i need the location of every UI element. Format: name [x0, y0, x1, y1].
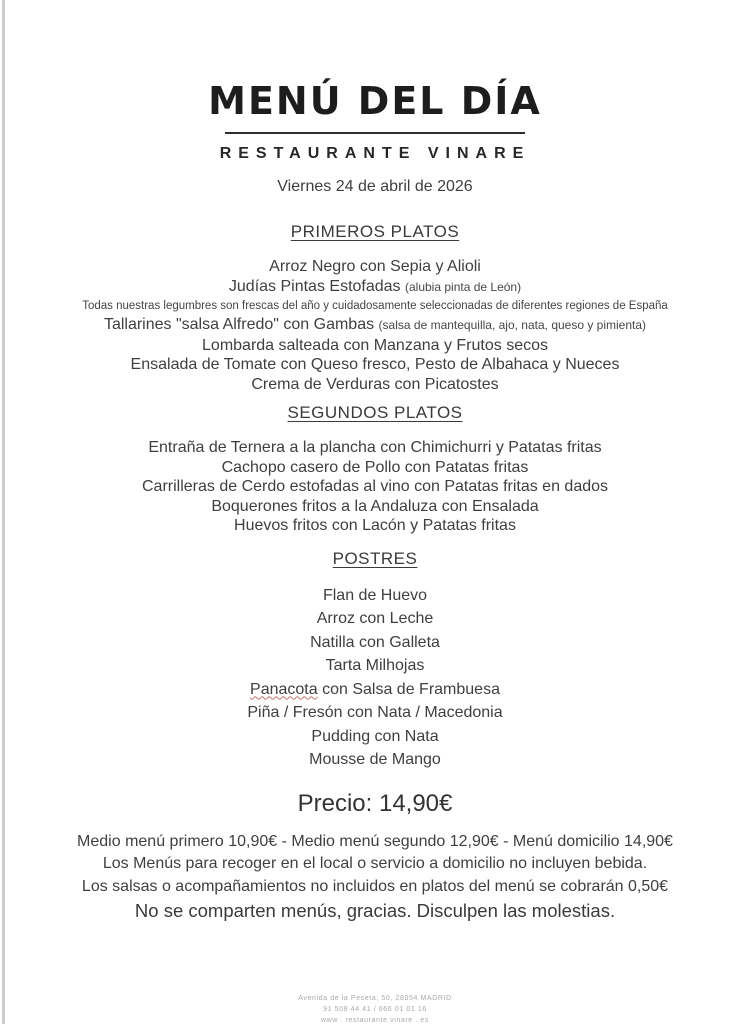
menu-item-text: Carrilleras de Cerdo estofadas al vino con Patatas fritas en dados [141, 478, 609, 495]
menu-item-text: Arroz con Leche [316, 610, 434, 627]
menu-item [0, 654, 750, 678]
menu-item-misspelled-word: Panacota [250, 680, 318, 698]
menu-price: Precio: 14,90€ [297, 789, 453, 817]
section-heading-segundos: SEGUNDOS PLATOS [287, 403, 463, 422]
menu-item [0, 458, 750, 478]
menu-item-text: Pudding con Nata [311, 727, 439, 745]
section-heading-primeros: PRIMEROS PLATOS [290, 222, 460, 241]
menu-item-text: Flan de Huevo [322, 586, 428, 604]
menu-header [0, 79, 750, 196]
menu-item-text: Cachopo casero de Pollo con Patatas fritas [221, 458, 529, 476]
section-heading-postres: POSTRES [332, 548, 418, 568]
menu-item-text: Crema de Verduras con Picatostes [251, 375, 499, 393]
menu-item [0, 607, 750, 631]
segundos-items [0, 438, 750, 536]
menu-item-text: Ensalada de Tomate con Queso fresco, Pesto de Albahaca y Nueces [130, 356, 620, 373]
menu-item-text: con Salsa de Frambuesa [317, 680, 500, 698]
footer-address: Avenida de la Peseta, 50, 28054 MADRID [298, 995, 452, 1002]
menu-item-text: Natilla con Galleta [310, 633, 440, 651]
primeros-items [0, 257, 750, 394]
footer-phone: 91 508 44 41 / 666 01 01 16 [323, 1006, 427, 1013]
menu-item-text: Tarta Milhojas [325, 657, 425, 674]
menu-item [0, 631, 750, 655]
menu-item-note: (alubia pinta de León) [405, 279, 522, 294]
page-edge-line [2, 0, 5, 1024]
menu-item-note: (salsa de mantequilla, ajo, nata, queso y pimienta) [378, 318, 647, 332]
title-divider [225, 132, 525, 134]
menu-item [0, 678, 750, 702]
section-postres [0, 549, 750, 772]
menu-item-text: Piña / Fresón con Nata / Macedonia [247, 704, 503, 721]
menu-item [0, 277, 750, 298]
menu-item [0, 748, 750, 772]
menu-item-text: Tallarines "salsa Alfredo" con Gambas [103, 316, 375, 333]
footer-web: www . restaurante vinare . es [320, 1017, 430, 1024]
menu-item [0, 336, 750, 356]
menu-date: Viernes 24 de abril de 2026 [277, 178, 473, 195]
postres-items [0, 584, 750, 772]
page-title: MENÚ DEL DÍA [208, 79, 542, 123]
menu-item-text: Judías Pintas Estofadas [228, 277, 401, 295]
menu-item [0, 701, 750, 725]
restaurant-name: RESTAURANTE VINARE [219, 145, 531, 162]
menu-item-text: Mousse de Mango [309, 751, 441, 768]
condition-no-sharing: No se comparten menús, gracias. Disculpen las molestias. [134, 900, 616, 921]
menu-item [0, 584, 750, 608]
condition-takeaway: Los Menús para recoger en el local o servicio a domicilio no incluyen bebida. [102, 855, 648, 872]
legumbres-note: Todas nuestras legumbres son frescas del año y cuidadosamente seleccionadas de diferentes regiones de España [82, 300, 668, 312]
section-primeros-platos [0, 222, 750, 394]
menu-item [0, 516, 750, 536]
menu-item-text: Arroz Negro con Sepia y Alioli [269, 258, 481, 275]
menu-item [0, 375, 750, 395]
menu-item [0, 315, 750, 336]
menu-item-text: Lombarda salteada con Manzana y Frutos secos [202, 336, 548, 354]
menu-item [0, 438, 750, 458]
menu-item-text: Boquerones fritos a la Andaluza con Ensalada [211, 497, 539, 515]
condition-extras: Los salsas o acompañamientos no incluidos en platos del menú se cobrarán 0,50€ [81, 877, 669, 895]
menu-item-text: Entraña de Ternera a la plancha con Chimichurri y Patatas fritas [148, 439, 602, 456]
menu-item [0, 355, 750, 375]
condition-half-menu-prices: Medio menú primero 10,90€ - Medio menú segundo 12,90€ - Menú domicilio 14,90€ [77, 832, 673, 850]
menu-item [0, 497, 750, 517]
menu-item-text: Huevos fritos con Lacón y Patatas fritas [234, 517, 516, 534]
section-segundos-platos [0, 403, 750, 536]
menu-item [0, 477, 750, 497]
menu-conditions [0, 831, 750, 924]
menu-item [0, 725, 750, 749]
restaurant-contact-footer [0, 993, 750, 1026]
menu-item [0, 257, 750, 277]
